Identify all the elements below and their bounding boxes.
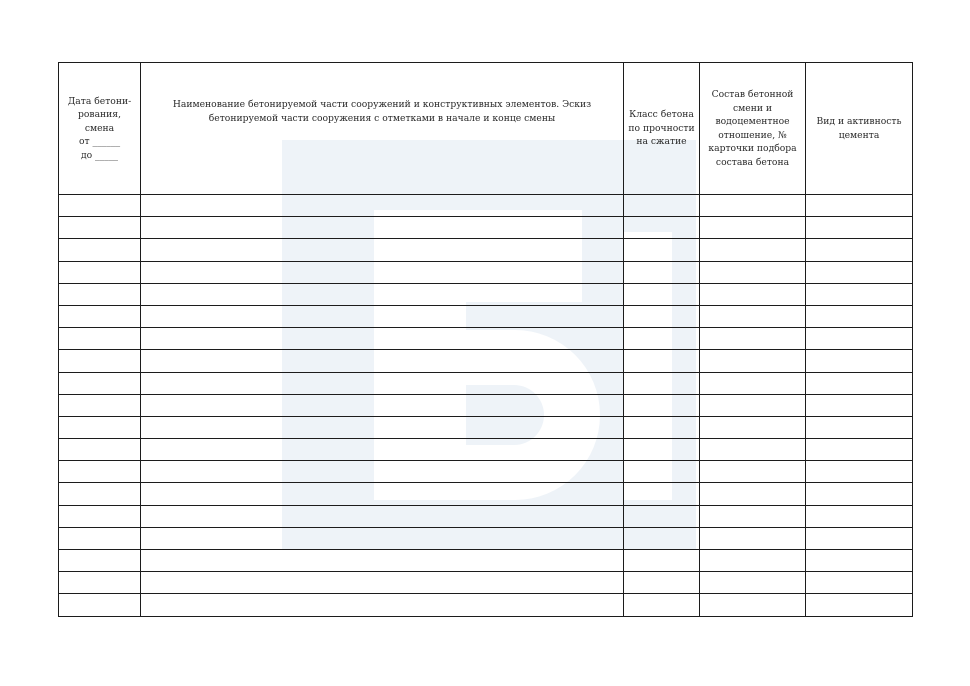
cell-class[interactable] <box>624 461 700 483</box>
cell-cement[interactable] <box>806 350 913 372</box>
cell-mix[interactable] <box>700 439 806 461</box>
table-row <box>59 283 913 305</box>
cell-class[interactable] <box>624 505 700 527</box>
header-cement-line-1: Вид и активность <box>816 116 902 127</box>
cell-element[interactable] <box>141 483 624 505</box>
cell-cement[interactable] <box>806 416 913 438</box>
cell-date[interactable] <box>59 195 141 217</box>
cell-mix[interactable] <box>700 305 806 327</box>
cell-cement[interactable] <box>806 261 913 283</box>
table-row <box>59 305 913 327</box>
cell-cement[interactable] <box>806 439 913 461</box>
header-cement-line-2: цемента <box>838 129 880 141</box>
table-row <box>59 195 913 217</box>
header-mix-composition <box>700 63 806 195</box>
cell-cement[interactable] <box>806 305 913 327</box>
table-row <box>59 261 913 283</box>
cell-date[interactable] <box>59 305 141 327</box>
cell-element[interactable] <box>141 328 624 350</box>
table-row <box>59 505 913 527</box>
header-mix-line-6: состава бетона <box>715 156 790 168</box>
table-row <box>59 217 913 239</box>
cell-class[interactable] <box>624 594 700 616</box>
cell-mix[interactable] <box>700 483 806 505</box>
cell-class[interactable] <box>624 394 700 416</box>
header-mix-line-2: смени и <box>732 102 773 114</box>
cell-mix[interactable] <box>700 283 806 305</box>
cell-mix[interactable] <box>700 217 806 239</box>
cell-date[interactable] <box>59 416 141 438</box>
cell-class[interactable] <box>624 217 700 239</box>
header-date-line-2: рования, смена <box>77 109 122 134</box>
cell-cement[interactable] <box>806 372 913 394</box>
cell-date[interactable] <box>59 372 141 394</box>
cell-element[interactable] <box>141 261 624 283</box>
table-row <box>59 239 913 261</box>
cell-date[interactable] <box>59 394 141 416</box>
cell-element[interactable] <box>141 372 624 394</box>
header-date-shift <box>59 63 141 195</box>
table-row <box>59 461 913 483</box>
cell-date[interactable] <box>59 328 141 350</box>
header-cement-type <box>806 63 913 195</box>
cell-mix[interactable] <box>700 372 806 394</box>
cell-date[interactable] <box>59 572 141 594</box>
cell-class[interactable] <box>624 572 700 594</box>
header-class-line-1: Класс бетона <box>629 109 694 121</box>
cell-class[interactable] <box>624 483 700 505</box>
table-row <box>59 550 913 572</box>
header-date-line-4: до _____ <box>80 149 119 161</box>
cell-class[interactable] <box>624 195 700 217</box>
header-mix-line-3: водоцементное <box>715 116 790 127</box>
cell-class[interactable] <box>624 328 700 350</box>
cell-cement[interactable] <box>806 527 913 549</box>
header-mix-line-1: Состав бетонной <box>711 89 794 100</box>
cell-cement[interactable] <box>806 461 913 483</box>
cell-mix[interactable] <box>700 461 806 483</box>
cell-cement[interactable] <box>806 594 913 616</box>
header-element-name: Наименование бетонируемой части сооружений и конструктивных элементов. Эскиз бетонируемой части сооружения с отметками в начале и конце смены <box>141 63 624 195</box>
cell-element[interactable] <box>141 572 624 594</box>
table-row <box>59 328 913 350</box>
cell-element[interactable] <box>141 416 624 438</box>
cell-cement[interactable] <box>806 195 913 217</box>
table-row <box>59 527 913 549</box>
cell-element[interactable] <box>141 217 624 239</box>
cell-class[interactable] <box>624 372 700 394</box>
cell-class[interactable] <box>624 350 700 372</box>
cell-element[interactable] <box>141 527 624 549</box>
cell-class[interactable] <box>624 283 700 305</box>
cell-mix[interactable] <box>700 239 806 261</box>
cell-mix[interactable] <box>700 594 806 616</box>
cell-element[interactable] <box>141 239 624 261</box>
cell-mix[interactable] <box>700 527 806 549</box>
cell-cement[interactable] <box>806 283 913 305</box>
cell-mix[interactable] <box>700 328 806 350</box>
cell-mix[interactable] <box>700 505 806 527</box>
cell-mix[interactable] <box>700 261 806 283</box>
cell-date[interactable] <box>59 217 141 239</box>
cell-date[interactable] <box>59 594 141 616</box>
header-date-line-3: от ______ <box>78 136 121 148</box>
cell-class[interactable] <box>624 527 700 549</box>
table-header-row <box>59 63 913 195</box>
table-row <box>59 350 913 372</box>
cell-date[interactable] <box>59 283 141 305</box>
cell-class[interactable] <box>624 305 700 327</box>
table-row <box>59 594 913 616</box>
cell-cement[interactable] <box>806 505 913 527</box>
cell-date[interactable] <box>59 439 141 461</box>
cell-date[interactable] <box>59 483 141 505</box>
cell-mix[interactable] <box>700 394 806 416</box>
cell-mix[interactable] <box>700 195 806 217</box>
cell-mix[interactable] <box>700 350 806 372</box>
header-date-line-1: Дата бетони- <box>67 95 132 107</box>
cell-element[interactable] <box>141 594 624 616</box>
cell-element[interactable] <box>141 195 624 217</box>
cell-date[interactable] <box>59 461 141 483</box>
cell-mix[interactable] <box>700 550 806 572</box>
table-row <box>59 439 913 461</box>
cell-class[interactable] <box>624 439 700 461</box>
cell-cement[interactable] <box>806 217 913 239</box>
header-class-line-2: по прочности <box>628 122 695 134</box>
cell-date[interactable] <box>59 550 141 572</box>
table-row <box>59 394 913 416</box>
header-class-line-3: на сжатие <box>636 136 687 148</box>
cell-class[interactable] <box>624 416 700 438</box>
cell-cement[interactable] <box>806 572 913 594</box>
cell-class[interactable] <box>624 550 700 572</box>
cell-date[interactable] <box>59 261 141 283</box>
cell-cement[interactable] <box>806 483 913 505</box>
cell-mix[interactable] <box>700 572 806 594</box>
cell-element[interactable] <box>141 305 624 327</box>
cell-date[interactable] <box>59 239 141 261</box>
table-row <box>59 483 913 505</box>
cell-mix[interactable] <box>700 416 806 438</box>
cell-cement[interactable] <box>806 239 913 261</box>
cell-element[interactable] <box>141 550 624 572</box>
table-row <box>59 372 913 394</box>
table-row <box>59 416 913 438</box>
cell-element[interactable] <box>141 461 624 483</box>
header-mix-line-4: отношение, № <box>718 129 787 141</box>
cell-date[interactable] <box>59 350 141 372</box>
cell-element[interactable] <box>141 283 624 305</box>
cell-cement[interactable] <box>806 328 913 350</box>
table-row <box>59 572 913 594</box>
cell-cement[interactable] <box>806 394 913 416</box>
header-mix-line-5: карточки подбора <box>708 143 797 154</box>
concrete-journal-table <box>58 62 913 617</box>
cell-element[interactable] <box>141 439 624 461</box>
header-concrete-class <box>624 63 700 195</box>
cell-cement[interactable] <box>806 550 913 572</box>
cell-class[interactable] <box>624 239 700 261</box>
cell-element[interactable] <box>141 505 624 527</box>
cell-element[interactable] <box>141 394 624 416</box>
cell-date[interactable] <box>59 505 141 527</box>
cell-class[interactable] <box>624 261 700 283</box>
cell-date[interactable] <box>59 527 141 549</box>
cell-element[interactable] <box>141 350 624 372</box>
